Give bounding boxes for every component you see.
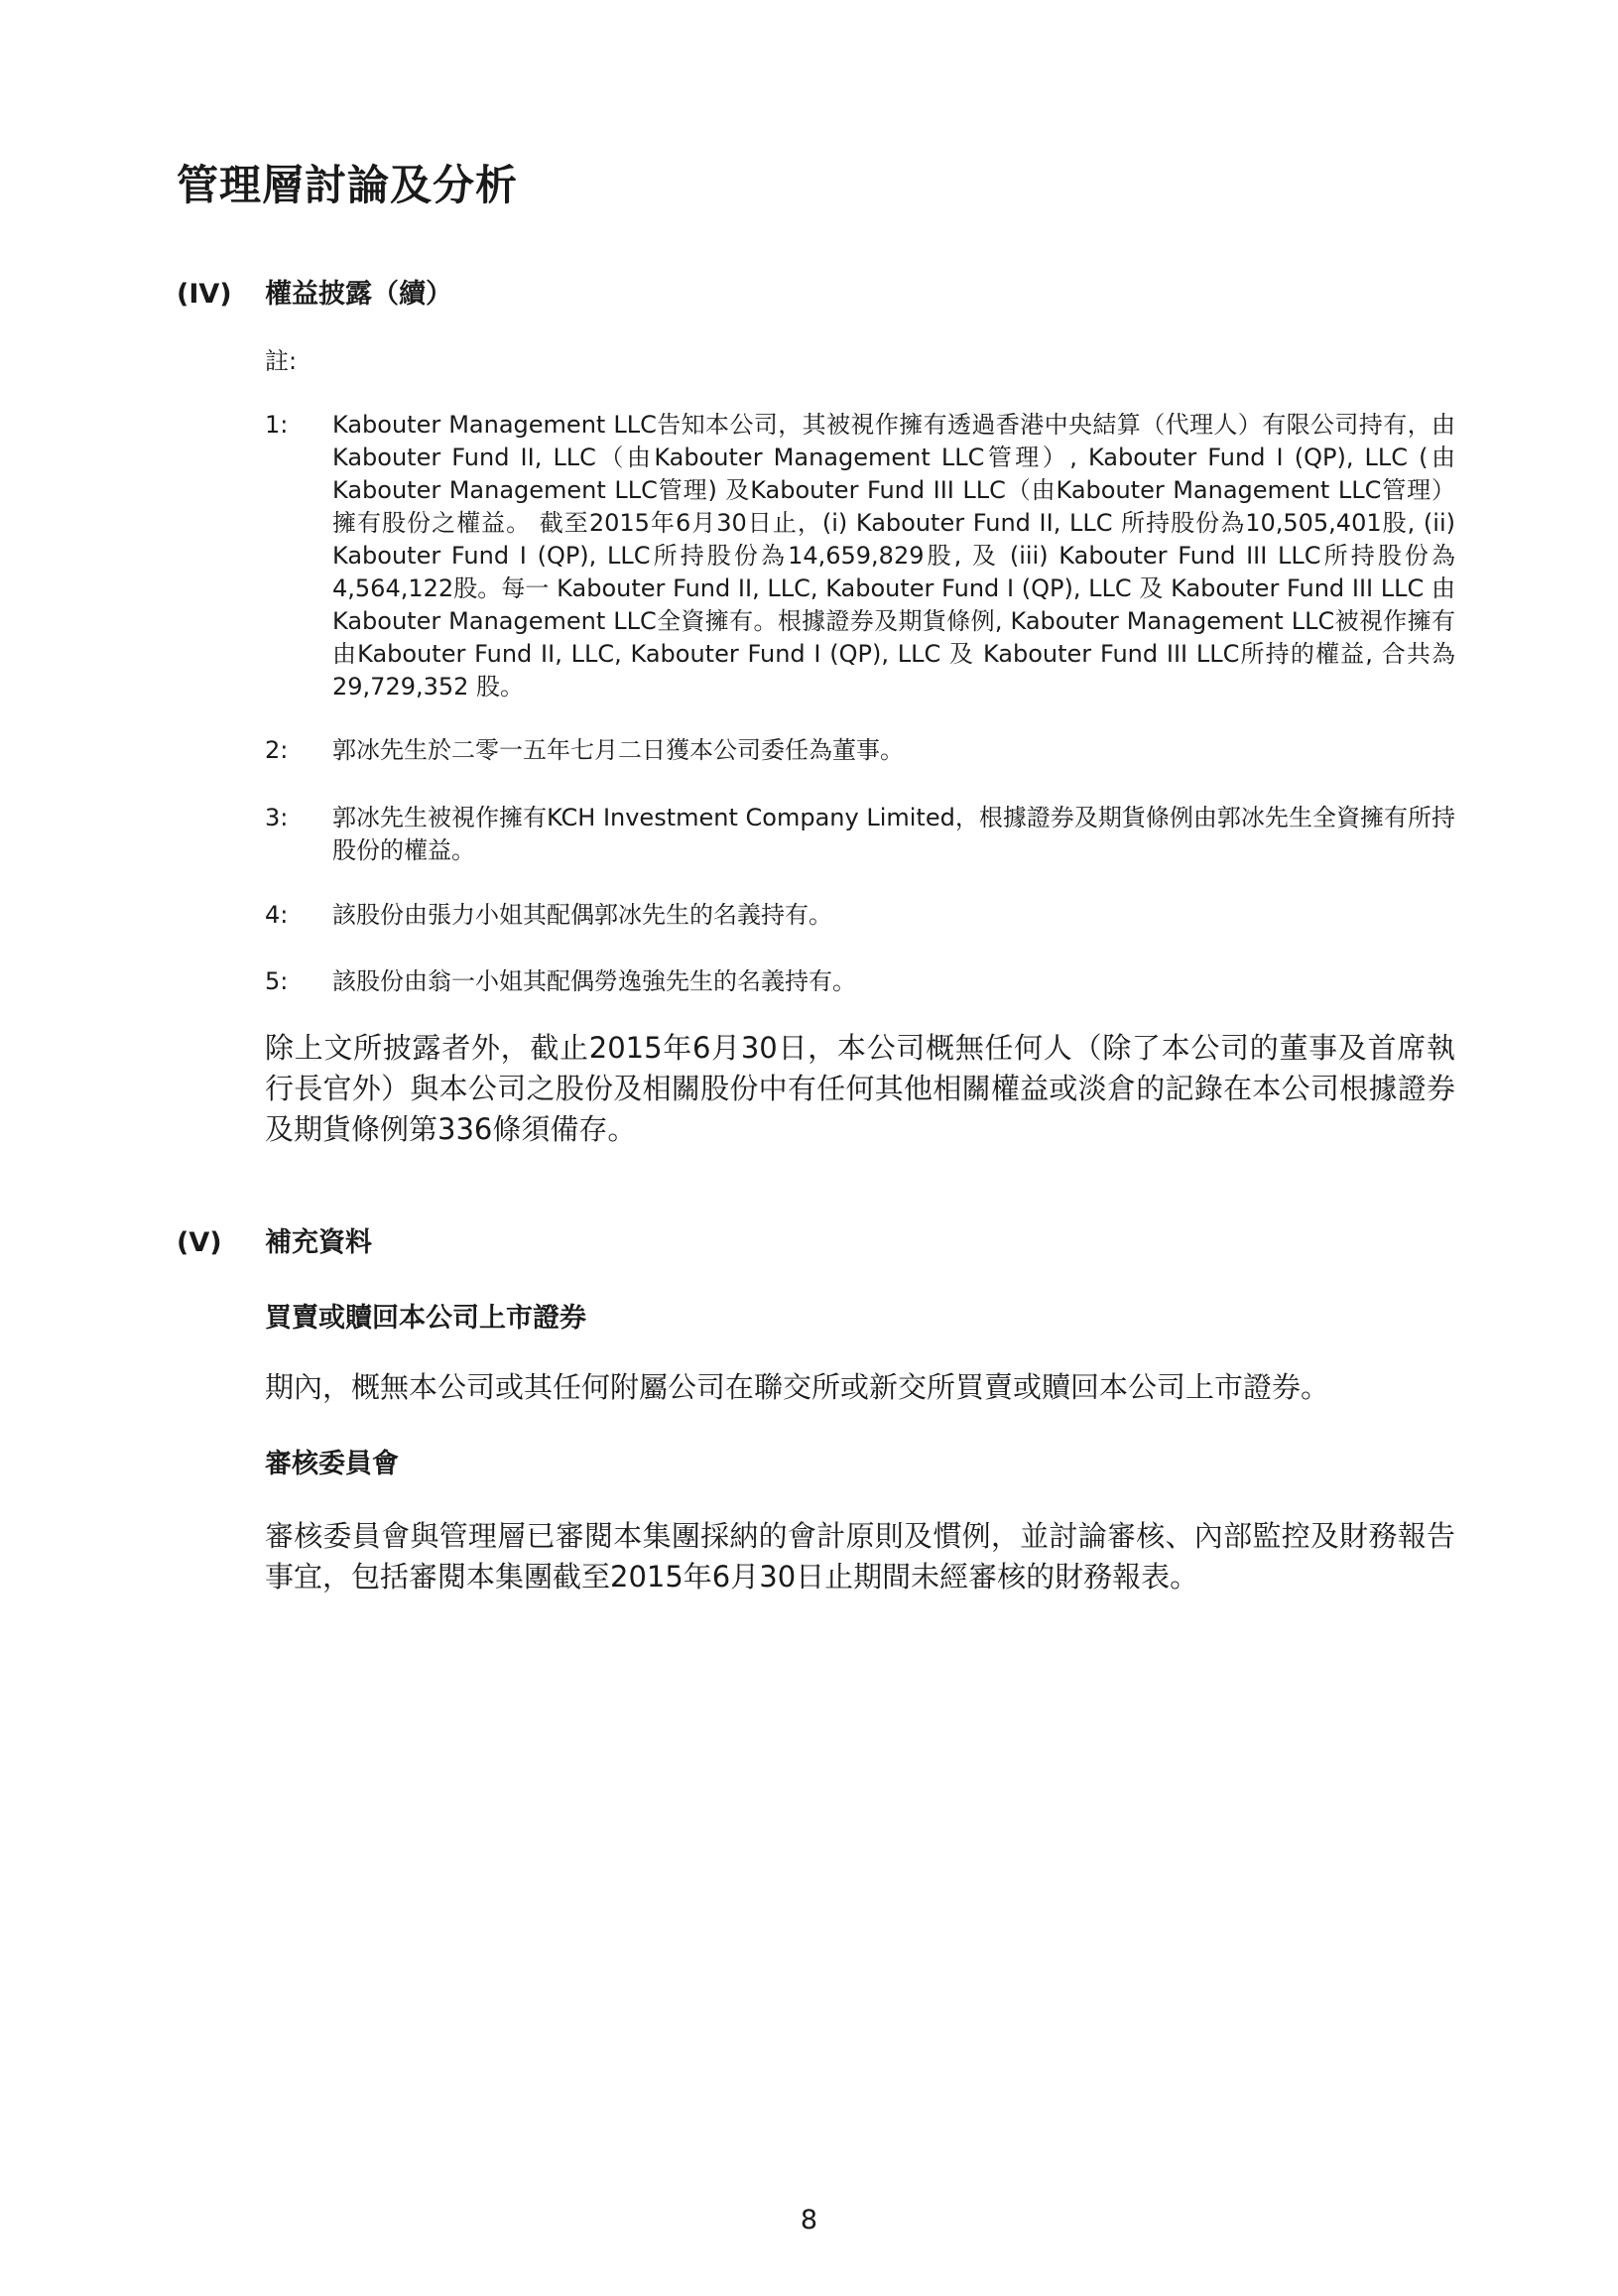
- section-iv-heading: [177, 272, 452, 311]
- note-text: 該股份由張力小姐其配偶郭冰先生的名義持有。: [332, 901, 832, 929]
- note-item-4: [265, 899, 1455, 932]
- securities-paragraph: 期內，概無本公司或其任何附屬公司在聯交所或新交所買賣或贖回本公司上市證券。: [265, 1370, 1330, 1404]
- securities-subheading: 買賣或贖回本公司上市證券: [265, 1303, 586, 1334]
- note-item-3: [265, 802, 1455, 867]
- section-v-title: 補充資料: [265, 1227, 372, 1258]
- note-number: 1:: [265, 411, 289, 439]
- section-iv-title: 權益披露（續）: [265, 279, 452, 310]
- notes-label: 註:: [265, 347, 298, 375]
- note-item-1: [265, 409, 1455, 703]
- page-title: 管理層討論及分析: [177, 161, 519, 209]
- disclosure-closing-paragraph: 除上文所披露者外，截止2015年6月30日，本公司概無任何人（除了本公司的董事及首席執行長官外）與本公司之股份及相關股份中有任何其他相關權益或淡倉的記錄在本公司根據證券及期貨條例第336條須備存。: [265, 1031, 1455, 1146]
- note-text: 郭冰先生被視作擁有KCH Investment Company Limited，根據證券及期貨條例由郭冰先生全資擁有所持股份的權益。: [332, 804, 1455, 864]
- note-text: Kabouter Management LLC告知本公司，其被視作擁有透過香港中央結算（代理人）有限公司持有，由Kabouter Fund II, LLC（由Kabouter Management LLC管理）, Kabouter Fund I (QP), LLC (由Kabouter Management LLC管理) 及Kabouter Fund III LLC（由Kabouter Management LLC管理）擁有股份之權益。 截至2015年6月30日止，(i) Kabouter Fund II, LLC 所持股份為10,505,401股, (ii) Kabouter Fund I (QP), LLC所持股份為14,659,829股, 及 (iii) Kabouter Fund III LLC所持股份為4,564,122股。每一 Kabouter Fund II, LLC, Kabouter Fund I (QP), LLC 及 Kabouter Fund III LLC 由 Kabouter Management LLC全資擁有。根據證券及期貨條例, Kabouter Management LLC被視作擁有由Kabouter Fund II, LLC, Kabouter Fund I (QP), LLC 及 Kabouter Fund III LLC所持的權益, 合共為 29,729,352 股。: [332, 411, 1455, 701]
- note-text: 該股份由翁一小姐其配偶勞逸強先生的名義持有。: [332, 967, 856, 995]
- note-number: 4:: [265, 901, 289, 929]
- note-number: 5:: [265, 967, 289, 995]
- note-text: 郭冰先生於二零一五年七月二日獲本公司委任為董事。: [332, 736, 904, 764]
- note-number: 3:: [265, 804, 289, 831]
- page-number: 8: [800, 2205, 818, 2235]
- note-number: 2:: [265, 736, 289, 764]
- section-v-heading: [177, 1220, 372, 1259]
- section-v-number: (V): [177, 1227, 222, 1258]
- section-iv-number: (IV): [177, 279, 232, 310]
- audit-committee-paragraph: 審核委員會與管理層已審閱本集團採納的會計原則及慣例，並討論審核、內部監控及財務報告事宜，包括審閱本集團截至2015年6月30日止期間未經審核的財務報表。: [265, 1519, 1455, 1594]
- note-item-2: [265, 734, 1455, 767]
- note-item-5: [265, 965, 1455, 998]
- audit-committee-subheading: 審核委員會: [265, 1449, 399, 1479]
